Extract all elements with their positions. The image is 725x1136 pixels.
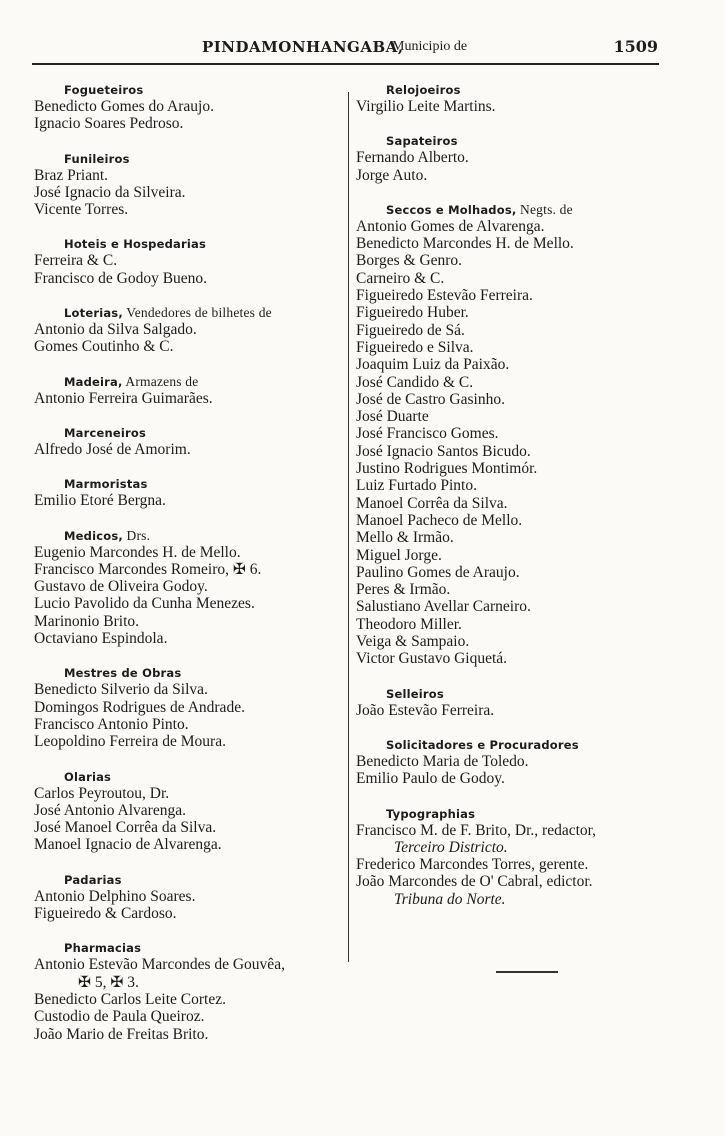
- list-entry: Joaquim Luiz da Paixão.: [356, 356, 510, 374]
- list-entry: Carneiro & C.: [356, 269, 445, 287]
- list-entry: Fernando Alberto.: [356, 149, 469, 167]
- list-entry: Figueiredo Estevão Ferreira.: [356, 287, 533, 305]
- left-column: [34, 82, 346, 1061]
- header-rule: [32, 63, 659, 65]
- section: [34, 665, 346, 750]
- section-heading: [64, 305, 346, 321]
- list-entry: Benedicto Silverio da Silva.: [34, 681, 208, 699]
- list-entry: José Antonio Alvarenga.: [34, 801, 186, 819]
- section-heading: [386, 202, 686, 218]
- list-entry: Benedicto Maria de Toledo.: [356, 752, 529, 770]
- list-entry: José Ignacio da Silveira.: [34, 183, 186, 201]
- section-heading: [64, 425, 346, 441]
- list-entry: José Manoel Corrêa da Silva.: [34, 819, 217, 837]
- page-number: 1509: [613, 37, 658, 56]
- list-entry: Borges & Genro.: [356, 252, 463, 270]
- section-heading: [64, 769, 346, 785]
- list-entry: Eugenio Marcondes H. de Mello.: [34, 543, 241, 561]
- section-heading-label: Pharmacias: [64, 941, 142, 956]
- section-heading: [64, 374, 346, 390]
- list-entry: Victor Gustavo Giquetá.: [356, 650, 508, 668]
- list-entry: João Marcondes de O' Cabral, edictor.: [356, 873, 593, 891]
- list-entry: Tribuna do Norte.: [394, 890, 506, 908]
- list-entry: Francisco M. de F. Brito, Dr., redactor,: [356, 821, 597, 839]
- section-heading: [64, 872, 346, 888]
- list-entry: Ferreira & C.: [34, 252, 118, 270]
- section: [34, 528, 346, 648]
- section-heading-label: Funileiros: [64, 151, 130, 166]
- list-entry: Antonio Gomes de Alvarenga.: [356, 217, 545, 235]
- list-entry: Marinonio Brito.: [34, 612, 140, 630]
- section-heading: [386, 133, 686, 149]
- section: [34, 940, 346, 1042]
- section-heading: [64, 528, 346, 544]
- section-heading-qualifier: Armazens de: [122, 373, 199, 389]
- list-entry: Justino Rodrigues Montimór.: [356, 460, 538, 478]
- list-entry: Francisco Marcondes Romeiro, ✠ 6.: [34, 560, 262, 578]
- list-entry: João Mario de Freitas Brito.: [34, 1025, 209, 1043]
- section-heading-label: Mestres de Obras: [64, 666, 182, 681]
- section-heading-label: Fogueteiros: [64, 83, 144, 97]
- section: [34, 425, 346, 458]
- list-entry: Figueiredo Huber.: [356, 304, 469, 322]
- section-heading-label: Padarias: [64, 872, 122, 887]
- section-heading: [386, 806, 686, 822]
- section-heading-label: Selleiros: [386, 686, 444, 701]
- list-entry: José Candido & C.: [356, 373, 474, 391]
- section: [34, 769, 346, 854]
- list-entry: Figueiredo & Cardoso.: [34, 905, 177, 923]
- list-entry: Gustavo de Oliveira Godoy.: [34, 578, 208, 596]
- section-heading: [64, 940, 346, 956]
- right-column: [356, 82, 686, 926]
- section-heading: [386, 82, 686, 98]
- list-entry: Figueiredo e Silva.: [356, 338, 474, 356]
- section-heading-label: Marceneiros: [64, 425, 147, 440]
- list-entry: Veiga & Sampaio.: [356, 633, 470, 651]
- list-entry: Frederico Marcondes Torres, gerente.: [356, 856, 589, 874]
- section-heading: [64, 665, 346, 681]
- section-heading-label: Loterias,: [64, 306, 123, 321]
- section-heading: [386, 737, 686, 753]
- list-entry: Francisco de Godoy Bueno.: [34, 269, 208, 287]
- section: [34, 476, 346, 509]
- section: [356, 737, 686, 788]
- list-entry: Lucio Pavolido da Cunha Menezes.: [34, 595, 255, 613]
- section-heading-label: Madeira,: [64, 374, 123, 389]
- list-entry: Luiz Furtado Pinto.: [356, 477, 477, 495]
- column-divider: [348, 92, 349, 962]
- list-entry: Mello & Irmão.: [356, 529, 454, 547]
- section-heading-qualifier: Vendedores de bilhetes de: [122, 305, 272, 321]
- list-entry: Virgilio Leite Martins.: [356, 98, 496, 115]
- list-entry: Peres & Irmão.: [356, 581, 451, 599]
- list-entry: Manoel Corrêa da Silva.: [356, 494, 508, 512]
- list-entry: Terceiro Districto.: [394, 838, 508, 856]
- section: [34, 151, 346, 219]
- list-entry: Benedicto Marcondes H. de Mello.: [356, 235, 574, 253]
- section-heading-label: Olarias: [64, 769, 112, 784]
- section: [356, 202, 686, 668]
- list-entry: Gomes Coutinho & C.: [34, 338, 174, 356]
- list-entry: Ignacio Soares Pedroso.: [34, 115, 184, 133]
- list-entry: Paulino Gomes de Araujo.: [356, 563, 520, 581]
- section: [34, 236, 346, 287]
- list-entry: José Duarte: [356, 408, 429, 426]
- closing-rule: [496, 971, 558, 973]
- list-entry: João Estevão Ferreira.: [356, 701, 495, 719]
- list-entry: Custodio de Paula Queiroz.: [34, 1008, 205, 1026]
- list-entry: Theodoro Miller.: [356, 615, 462, 633]
- list-entry: Antonio Ferreira Guimarães.: [34, 389, 213, 407]
- section: [356, 82, 686, 115]
- section-heading-label: Medicos,: [64, 528, 123, 543]
- section-heading-qualifier: Negts. de: [516, 201, 573, 217]
- list-entry: Benedicto Gomes do Araujo.: [34, 98, 214, 115]
- section: [34, 374, 346, 407]
- list-entry: José de Castro Gasinho.: [356, 390, 505, 408]
- list-entry: Alfredo José de Amorim.: [34, 440, 191, 458]
- list-entry: Benedicto Carlos Leite Cortez.: [34, 990, 226, 1008]
- list-entry: Miguel Jorge.: [356, 546, 442, 564]
- list-entry: Leopoldino Ferreira de Moura.: [34, 733, 226, 751]
- list-entry: Vicente Torres.: [34, 201, 129, 219]
- section: [34, 872, 346, 923]
- section-heading-label: Hoteis e Hospedarias: [64, 237, 207, 252]
- list-entry: ✠ 5, ✠ 3.: [78, 973, 139, 991]
- section: [356, 133, 686, 184]
- list-entry: Manoel Pacheco de Mello.: [356, 511, 523, 529]
- section-heading: [64, 236, 346, 252]
- list-entry: Domingos Rodrigues de Andrade.: [34, 698, 245, 716]
- list-entry: José Ignacio Santos Bicudo.: [356, 442, 531, 460]
- list-entry: Figueiredo de Sá.: [356, 321, 465, 339]
- section: [356, 686, 686, 719]
- section: [34, 82, 346, 133]
- list-entry: Braz Priant.: [34, 166, 109, 184]
- section-heading-label: Relojoeiros: [386, 83, 461, 97]
- section-heading-label: Sapateiros: [386, 134, 458, 149]
- section: [34, 305, 346, 356]
- section: [356, 806, 686, 908]
- section-heading: [64, 82, 346, 98]
- list-entry: José Francisco Gomes.: [356, 425, 499, 443]
- list-entry: Emilio Paulo de Godoy.: [356, 770, 505, 788]
- list-entry: Salustiano Avellar Carneiro.: [356, 598, 531, 616]
- list-entry: Antonio da Silva Salgado.: [34, 321, 197, 339]
- section-heading-qualifier: Drs.: [122, 527, 151, 543]
- page-title: PINDAMONHANGABA,: [202, 38, 404, 56]
- section-heading-label: Seccos e Molhados,: [386, 202, 517, 217]
- list-entry: Antonio Estevão Marcondes de Gouvêa,: [34, 956, 285, 974]
- section-heading-label: Typographias: [386, 806, 476, 821]
- page-subtitle: Municipio de: [392, 39, 468, 54]
- list-entry: Antonio Delphino Soares.: [34, 887, 196, 905]
- list-entry: Octaviano Espindola.: [34, 630, 168, 648]
- section-heading-label: Marmoristas: [64, 477, 148, 492]
- section-heading-label: Solicitadores e Procuradores: [386, 737, 579, 752]
- list-entry: Francisco Antonio Pinto.: [34, 715, 189, 733]
- section-heading: [386, 686, 686, 702]
- section-heading: [64, 476, 346, 492]
- list-entry: Carlos Peyroutou, Dr.: [34, 784, 170, 802]
- section-heading: [64, 151, 346, 167]
- list-entry: Jorge Auto.: [356, 166, 428, 184]
- page-header: [30, 36, 658, 58]
- list-entry: Manoel Ignacio de Alvarenga.: [34, 836, 222, 854]
- list-entry: Emilio Etoré Bergna.: [34, 492, 166, 510]
